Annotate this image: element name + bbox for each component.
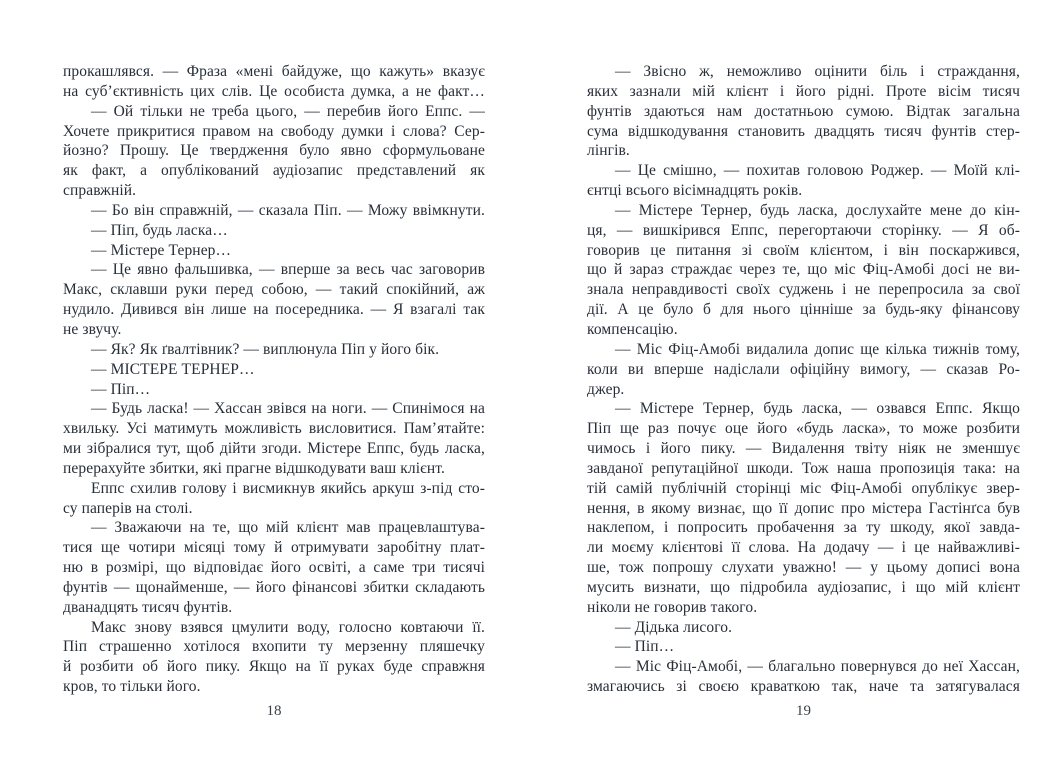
text-line: змагаючись зі своєю краваткою так, наче та затягувалася: [587, 678, 1020, 696]
text-line: коли ви вперше надіслали офіційну вимогу, — сказав Ро-: [587, 360, 1020, 378]
text-line: єнтці всього вісімнадцять років.: [587, 182, 803, 200]
text-line: су паперів на столі.: [63, 499, 193, 517]
text-line: — Містере Тернер, будь ласка, — озвався Еппс. Якщо: [615, 400, 1020, 418]
text-line: хвильку. Усі матимуть можливість висловитися. Пам’ятайте:: [63, 420, 485, 438]
text-line: Піп страшенно хотілося вхопити ту мерзенну пляшечку: [63, 638, 485, 656]
text-line: ми зібралися тут, щоб дійти згоди. Містере Еппс, будь ласка,: [63, 440, 485, 458]
text-line: говорив це питання зі своїм клієнтом, і він поскаржився,: [587, 241, 1020, 259]
text-line: — Як? Як ґвалтівник? — виплюнула Піп у його бік.: [91, 340, 440, 358]
text-line: — Дідька лисого.: [615, 618, 733, 636]
text-line: — Це явно фальшивка, — вперше за весь час заговорив: [91, 261, 485, 279]
text-line: — Зважаючи на те, що мій клієнт мав працевлаштува-: [91, 519, 485, 537]
page-18-text-block: [63, 62, 485, 697]
text-line: справжній.: [63, 182, 137, 200]
text-line: фунтів здаються нам достатньою сумою. Відтак загальна: [587, 102, 1020, 120]
text-line: завданої репутаційної шкоди. Тож наша пропозиція така: на: [587, 459, 1020, 477]
text-line: джер.: [587, 380, 625, 398]
text-line: — Це смішно, — похитав головою Роджер. — Моїй клі-: [615, 162, 1020, 180]
text-line: кров, то тільки його.: [63, 678, 201, 696]
text-line: — Містере Тернер…: [91, 241, 232, 259]
text-line: — Будь ласка! — Хассан звівся на ноги. — Спинімося на: [91, 400, 485, 418]
text-line: Макс знову взявся цмулити воду, голосно ковтаючи її.: [91, 618, 485, 636]
text-line: Піп ще раз почує оце його «будь ласка», то може розбити: [587, 420, 1020, 438]
text-line: на суб’єктивність цих слів. Це особиста думка, а не факт…: [63, 82, 485, 100]
text-line: ли моєму клієнтові її слова. На додачу — і це найважливі-: [587, 539, 1020, 557]
text-line: дванадцять тисяч фунтів.: [63, 598, 233, 616]
page-number-left: 18: [266, 703, 282, 719]
text-line: йозно? Прошу. Це твердження було явно сформульоване: [63, 142, 485, 160]
text-line: наклепом, і попросить пробачення за ту шкоду, якої завда-: [587, 519, 1020, 537]
text-line: — МІСТЕРЕ ТЕРНЕР…: [91, 360, 255, 378]
text-line: — Піп, будь ласка…: [91, 221, 228, 239]
text-line: лінгів.: [587, 142, 630, 160]
page-18: [63, 0, 485, 761]
text-line: ніколи не говорив такого.: [587, 598, 758, 616]
text-line: — Бо він справжній, — сказала Піп. — Можу ввімкнути.: [91, 201, 485, 219]
page-number-right: 19: [796, 703, 811, 719]
text-line: дії. А це було б для нього цінніше за будь-яку фінансову: [587, 301, 1020, 319]
text-line: ше, тож попрошу слухати уважно! — у цьому дописі вона: [587, 559, 1020, 577]
text-line: — Звісно ж, неможливо оцінити біль і страждання,: [615, 63, 1020, 80]
text-line: нення, в якому визнає, що її допис про містера Гастінґса був: [587, 499, 1020, 517]
text-line: мусить визнати, що підробила аудіозапис, і що мій клієнт: [587, 578, 1020, 596]
text-line: чимось і його пику. — Видалення твіту ніяк не зменшує: [587, 440, 1020, 458]
text-line: й розбити об його пику. Якщо на її руках буде справжня: [63, 658, 485, 676]
text-line: — Ой тільки не треба цього, — перебив його Еппс. —: [91, 102, 485, 120]
text-line: — Міс Фіц-Амобі видалила допис ще кілька тижнів тому,: [615, 340, 1020, 358]
text-line: — Міс Фіц-Амобі, — благально повернувся до неї Хассан,: [615, 658, 1020, 676]
text-line: як факт, а опублікований аудіозапис представлений як: [63, 162, 485, 180]
text-line: сума відшкодування становить двадцять тисяч фунтів стер-: [587, 122, 1020, 140]
text-line: ню в розмірі, що відповідає його освіті, а саме три тисячі: [63, 559, 485, 577]
text-line: що й зараз страждає через те, що міс Фіц-Амобі досі не ви-: [587, 261, 1020, 279]
text-line: не звучу.: [63, 320, 122, 338]
text-line: яких зазнали мій клієнт і його рідні. Проте вісім тисяч: [587, 82, 1020, 100]
text-line: знала неправдивості своїх суджень і не перепросила за свої: [587, 281, 1020, 299]
text-line: нудило. Дивився він лише на посередника. — Я взагалі так: [63, 301, 485, 319]
page-19-text-block: [587, 62, 1020, 697]
text-line: — Піп…: [91, 380, 151, 398]
text-line: фунтів — щонайменше, — його фінансові збитки складають: [63, 578, 485, 596]
text-line: прокашлявся. — Фраза «мені байдуже, що кажуть» вказує: [63, 63, 485, 80]
text-line: компенсацію.: [587, 320, 678, 338]
text-line: ця, — вишкірився Еппс, перегортаючи сторінку. — Я об-: [587, 221, 1020, 239]
text-line: тій самій публічній сторінці міс Фіц-Амобі опублікує звер-: [587, 479, 1020, 497]
text-line: тися ще чотири місяці тому й отримувати заробітну плат-: [63, 539, 485, 557]
text-line: — Піп…: [615, 638, 675, 656]
text-line: Хочете прикритися правом на свободу думки і слова? Сер-: [63, 122, 485, 140]
page-19: [587, 0, 1020, 761]
text-line: Еппс схилив голову і висмикнув якийсь аркуш з-під сто-: [91, 479, 485, 497]
text-line: перерахуйте збитки, які прагне відшкодувати ваш клієнт.: [63, 459, 445, 477]
text-line: — Містере Тернер, будь ласка, дослухайте мене до кін-: [615, 201, 1020, 219]
text-line: Макс, склавши руки перед собою, — такий спокійний, аж: [63, 281, 485, 299]
